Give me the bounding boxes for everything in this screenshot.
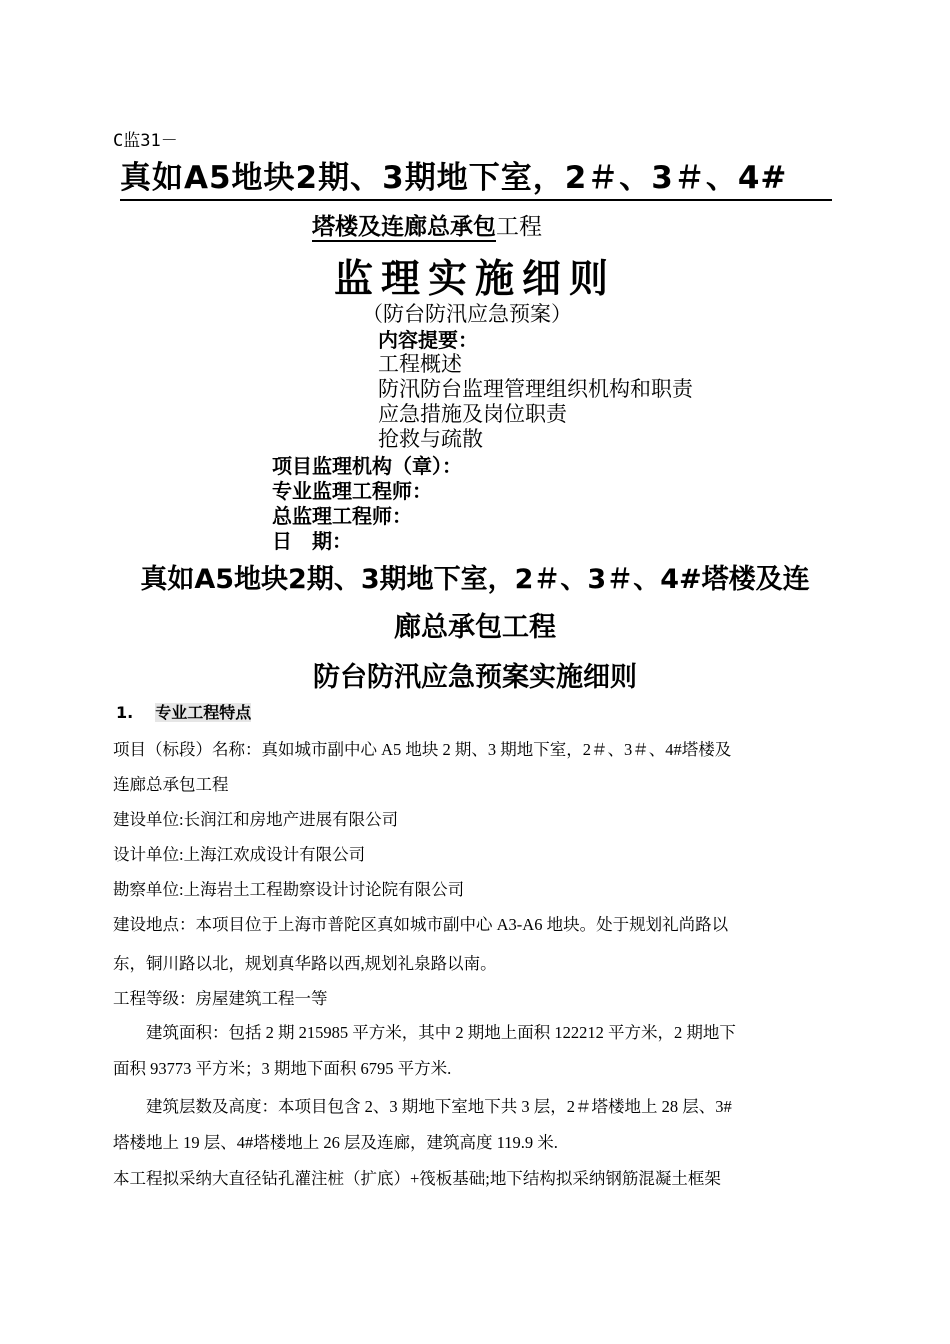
- paragraph-line: 建筑层数及高度：本项目包含 2、3 期地下室地下共 3 层，2＃塔楼地上 28 层、3#: [113, 1097, 732, 1116]
- section-title: 专业工程特点: [155, 703, 252, 722]
- paragraph-line: 勘察单位:上海岩土工程勘察设计讨论院有限公司: [113, 880, 465, 899]
- paragraph-line: 项目（标段）名称：真如城市副中心 A5 地块 2 期、3 期地下室，2＃、3＃、4#塔楼及: [113, 740, 732, 759]
- paragraph-line: 工程等级：房屋建筑工程一等: [113, 989, 328, 1008]
- paragraph-line: 连廊总承包工程: [113, 775, 229, 794]
- signature-engineer: 专业监理工程师：: [272, 479, 432, 503]
- paragraph-line: 塔楼地上 19 层、4#塔楼地上 26 层及连廊，建筑高度 119.9 米.: [113, 1133, 558, 1152]
- document-code: C监31－: [113, 131, 178, 151]
- subtitle: （防台防汛应急预案）: [362, 302, 572, 326]
- paragraph-line: 东，铜川路以北，规划真华路以西,规划礼泉路以南。: [113, 954, 497, 973]
- heading2-line3: 防台防汛应急预案实施细则: [313, 662, 637, 693]
- project-title-line2-underlined: 塔楼及连廊总承包: [312, 214, 496, 240]
- heading2-line2: 廊总承包工程: [394, 612, 556, 643]
- contents-item: 防汛防台监理管理组织机构和职责: [378, 377, 693, 401]
- paragraph-line: 建设地点：本项目位于上海市普陀区真如城市副中心 A3-A6 地块。处于规划礼尚路以: [113, 915, 729, 934]
- signature-date: 日 期：: [272, 529, 352, 553]
- paragraph-line: 面积 93773 平方米；3 期地下面积 6795 平方米.: [113, 1059, 452, 1078]
- contents-item: 工程概述: [378, 352, 462, 376]
- section-heading: [116, 700, 251, 723]
- contents-heading: 内容提要：: [378, 328, 478, 352]
- contents-item: 抢救与疏散: [378, 427, 483, 451]
- project-title-line1: 真如A5地块2期、3期地下室，2＃、3＃、4#: [120, 152, 832, 201]
- section-number: 1.: [116, 703, 134, 722]
- project-title-line2-tail: 工程: [496, 214, 542, 240]
- paragraph-line: 设计单位:上海江欢成设计有限公司: [113, 845, 366, 864]
- paragraph-line: 本工程拟采纳大直径钻孔灌注桩（扩底）+筏板基础;地下结构拟采纳钢筋混凝土框架: [113, 1169, 721, 1188]
- signature-chief-engineer: 总监理工程师：: [272, 504, 412, 528]
- contents-item: 应急措施及岗位职责: [378, 402, 567, 426]
- signature-org: 项目监理机构（章）：: [272, 454, 462, 478]
- main-title: 监理实施细则: [333, 257, 616, 302]
- heading2-line1: 真如A5地块2期、3期地下室，2＃、3＃、4#塔楼及连: [140, 564, 810, 595]
- project-title-line2: [312, 208, 542, 241]
- paragraph-line: 建设单位:长润江和房地产进展有限公司: [113, 810, 399, 829]
- paragraph-line: 建筑面积：包括 2 期 215985 平方米，其中 2 期地上面积 122212 平方米，2 期地下: [113, 1023, 736, 1042]
